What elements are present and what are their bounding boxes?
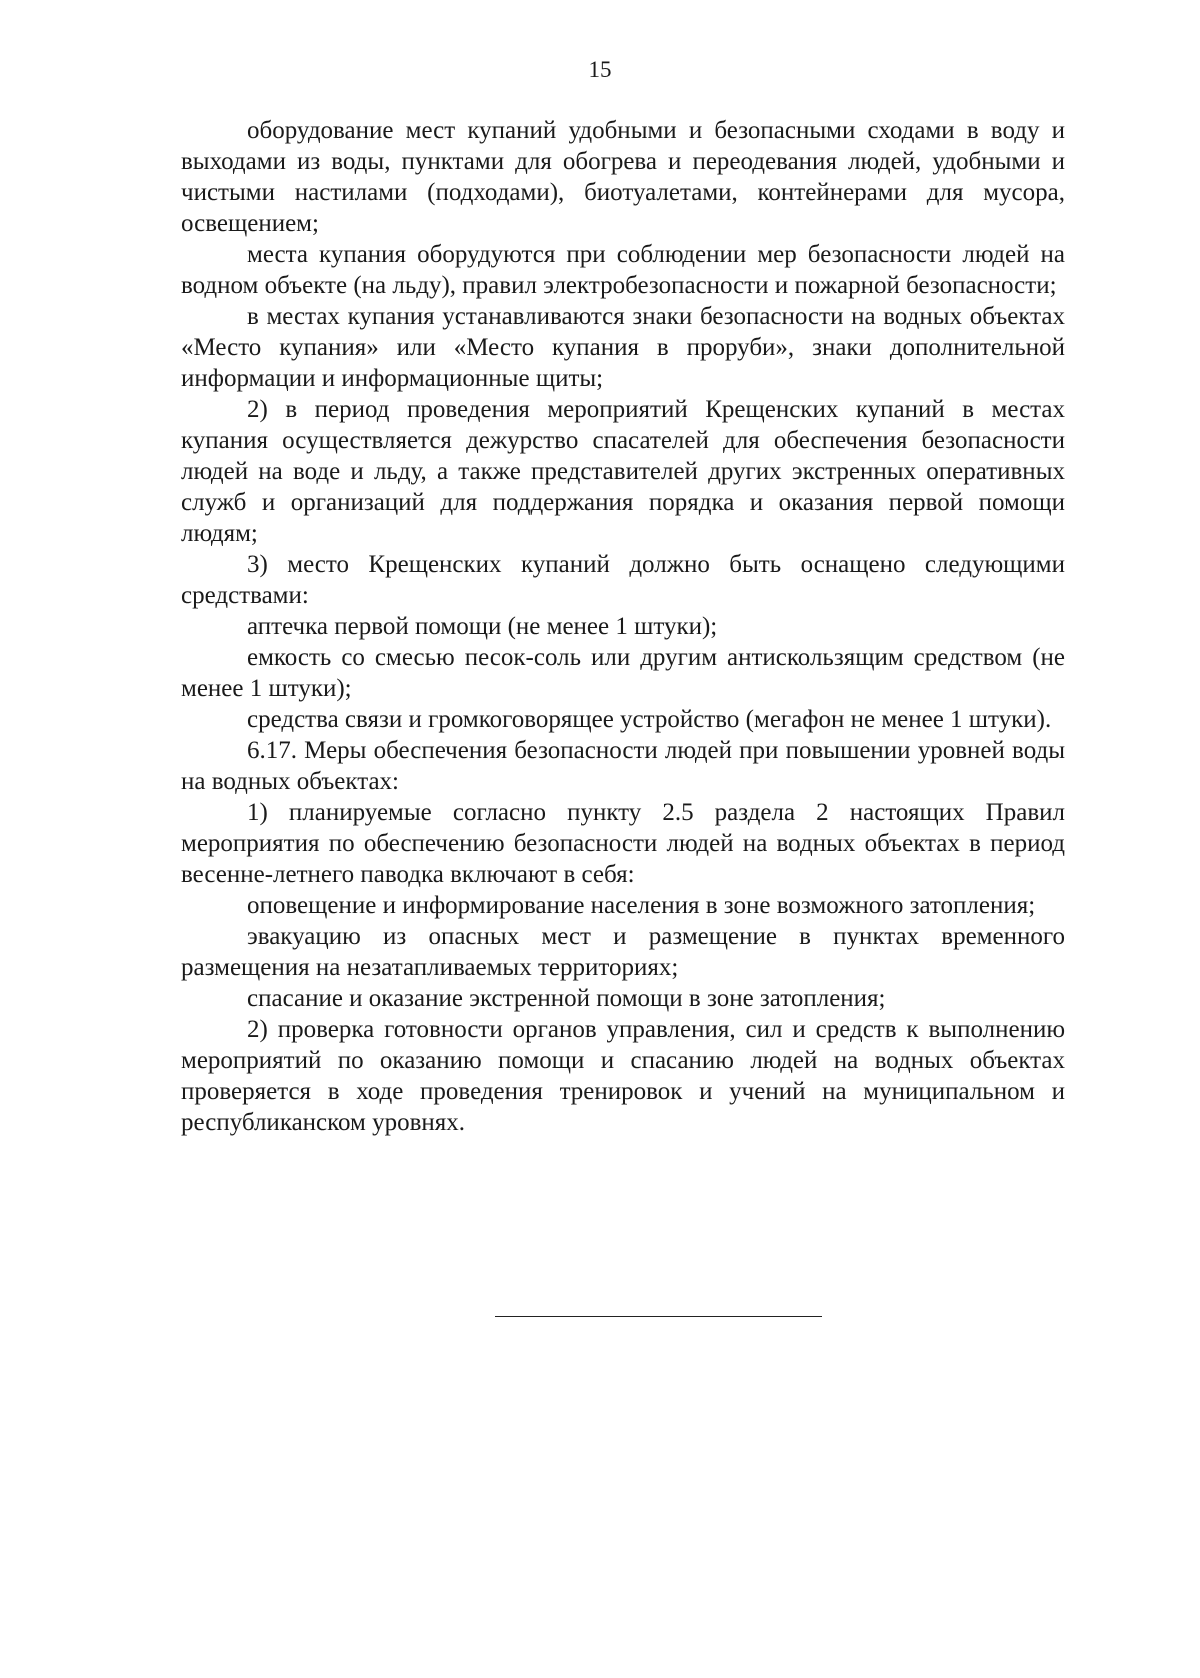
paragraph-sand-salt-container: емкость со смесью песок-соль или другим антискользящим средством (не менее 1 штуки); (181, 644, 1065, 702)
paragraph-item-2-rescuer-duty: 2) в период проведения мероприятий Крещенских купаний в местах купания осуществляется дежурство спасателей для обеспечения безопасности людей на воде и льду, а также представителей других экстренных оперативных служб и организаций для поддержания порядка и оказания первой помощи людям; (181, 396, 1065, 547)
paragraph-safety-signs: в местах купания устанавливаются знаки безопасности на водных объектах «Место купания» или «Место купания в проруби», знаки дополнительной информации и информационные щиты; (181, 303, 1065, 392)
paragraph-bathing-safety-measures: места купания оборудуются при соблюдении мер безопасности людей на водном объекте (на льду), правил электробезопасности и пожарной безопасности; (181, 241, 1065, 299)
paragraph-section-6-17: 6.17. Меры обеспечения безопасности людей при повышении уровней воды на водных объектах: (181, 737, 1065, 795)
paragraph-readiness-check: 2) проверка готовности органов управления, сил и средств к выполнению мероприятий по оказанию помощи и спасанию людей на водных объектах проверяется в ходе проведения тренировок и учений на муниципальном и республиканском уровнях. (181, 1016, 1065, 1136)
paragraph-flood-measures: 1) планируемые согласно пункту 2.5 раздела 2 настоящих Правил мероприятия по обеспечению безопасности людей на водных объектах в период весенне-летнего паводка включают в себя: (181, 799, 1065, 888)
paragraph-bathing-equipment: оборудование мест купаний удобными и безопасными сходами в воду и выходами из воды, пунктами для обогрева и переодевания людей, удобными и чистыми настилами (подходами), биотуалетами, контейнерами для мусора, освещением; (181, 117, 1065, 237)
paragraph-evacuation: эвакуацию из опасных мест и размещение в пунктах временного размещения на незатапливаемых территориях; (181, 923, 1065, 981)
paragraph-rescue-assistance: спасание и оказание экстренной помощи в зоне затопления; (247, 985, 886, 1012)
paragraph-item-3-equipment: 3) место Крещенских купаний должно быть оснащено следующими средствами: (181, 551, 1065, 609)
paragraph-population-warning: оповещение и информирование населения в зоне возможного затопления; (247, 892, 1036, 919)
page-number: 15 (588, 57, 612, 82)
document-body (181, 115, 1065, 1138)
paragraph-communication-means: средства связи и громкоговорящее устройство (мегафон не менее 1 штуки). (247, 706, 1052, 733)
paragraph-first-aid-kit: аптечка первой помощи (не менее 1 штуки); (247, 613, 718, 640)
end-of-document-rule (495, 1316, 822, 1317)
